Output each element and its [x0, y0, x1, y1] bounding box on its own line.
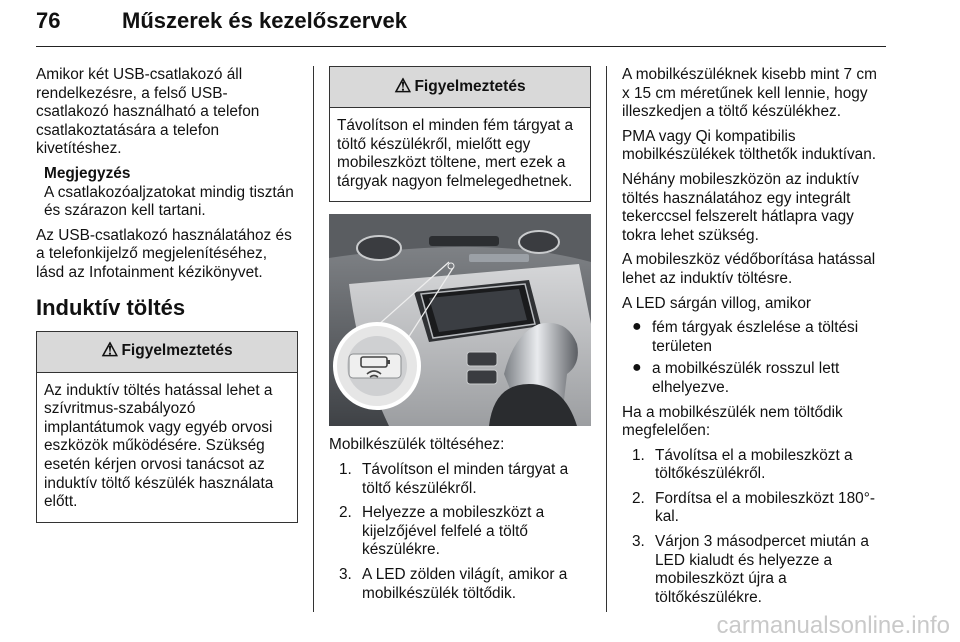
- warning-text: Távolítson el minden fém tárgyat a töltő készülékről, mielőtt egy mobileszközt töltene, mert ezek a tárgyak nagyon felmelegedhetnek.: [337, 117, 574, 190]
- warning-title: Figyelmeztetés: [121, 342, 233, 360]
- list-item: 1. Távolítsa el a mobileszközt a töltőkészülékről.: [632, 446, 853, 483]
- warning-box-metal: [329, 66, 591, 202]
- section-title: Induktív töltés: [36, 294, 186, 320]
- column-middle: [329, 66, 591, 609]
- warning-header: [330, 67, 590, 108]
- column-right: [622, 66, 884, 613]
- watermark: carmanualsonline.info: [716, 612, 950, 639]
- column-divider: [313, 66, 314, 612]
- usb-paragraph: Az USB-csatlakozó használatához és a telefonkijelző megjelenítéséhez, lásd az Infotainment kézikönyvet.: [36, 226, 292, 281]
- led-paragraph: A LED sárgán villog, amikor: [622, 294, 812, 312]
- list-item: 2. Fordítsa el a mobileszközt 180°-kal.: [632, 489, 876, 526]
- column-divider: [606, 66, 607, 612]
- warning-text: Az induktív töltés hatással lehet a szívritmus-szabályozó implantátumok vagy egyéb orvosi eszközök működésére. Szükség esetén kérjen orvosi tanácsot az induktív töltő készülék használata előtt.: [44, 381, 274, 511]
- list-item: 1. Távolítson el minden tárgyat a töltő készülékről.: [339, 460, 569, 497]
- bullet-icon: ●: [632, 359, 642, 377]
- inductive-charger-photo: [329, 214, 591, 426]
- charging-steps-list: [329, 461, 591, 603]
- page-title: Műszerek és kezelőszervek: [122, 8, 407, 33]
- led-conditions-list: [622, 319, 884, 397]
- page-number: 76: [36, 8, 61, 33]
- compat-paragraph: PMA vagy Qi kompatibilis mobilkészülékek tölthetők induktívan.: [622, 127, 877, 164]
- note-block: [36, 165, 298, 221]
- warning-triangle-icon: ⚠: [101, 340, 119, 362]
- warning-box-pacemaker: [36, 331, 298, 523]
- size-paragraph: A mobilkészüléknek kisebb mint 7 cm x 15 cm méretűnek kell lennie, hogy illeszkedjen a töltő készülékhez.: [622, 66, 877, 121]
- coil-paragraph: Néhány mobileszközön az induktív töltés használatához egy integrált tekerccsel felszerelt hátlapra vagy tokra lehet szükség.: [622, 170, 859, 244]
- bullet-icon: ●: [632, 318, 642, 336]
- list-item: 2. Helyezze a mobileszközt a kijelzőjével felfelé a töltő készülékre.: [339, 504, 545, 559]
- warning-header: [37, 332, 297, 373]
- list-item: 3. A LED zölden világít, amikor a mobilkészülék töltődik.: [339, 565, 568, 602]
- intro-paragraph: Amikor két USB-csatlakozó áll rendelkezésre, a felső USB-csatlakozó használható a telefon csatlakoztatására a telefon kivetítéshez.: [36, 66, 260, 158]
- troubleshoot-steps-list: [622, 447, 884, 608]
- warning-triangle-icon: ⚠: [394, 75, 412, 97]
- column-left: [36, 66, 298, 531]
- warning-title: Figyelmeztetés: [414, 77, 526, 95]
- troubleshoot-paragraph: Ha a mobilkészülék nem töltődik megfelelően:: [622, 403, 843, 440]
- note-text: A csatlakozóaljzatokat mindig tisztán és szárazon kell tartani.: [44, 183, 294, 220]
- list-item: 3. Várjon 3 másodpercet miután a LED kialudt és helyezze a mobileszközt újra a töltőkészülékre.: [632, 533, 869, 606]
- page-header: [36, 2, 886, 47]
- note-title: Megjegyzés: [44, 164, 131, 182]
- steps-intro: Mobilkészülék töltéséhez:: [329, 436, 505, 454]
- cover-paragraph: A mobileszköz védőborítása hatással lehet az induktív töltésre.: [622, 251, 876, 287]
- list-item: ● fém tárgyak észlelése a töltési területen: [632, 318, 859, 355]
- list-item: ● a mobilkészülék rosszul lett elhelyezve.: [632, 359, 840, 396]
